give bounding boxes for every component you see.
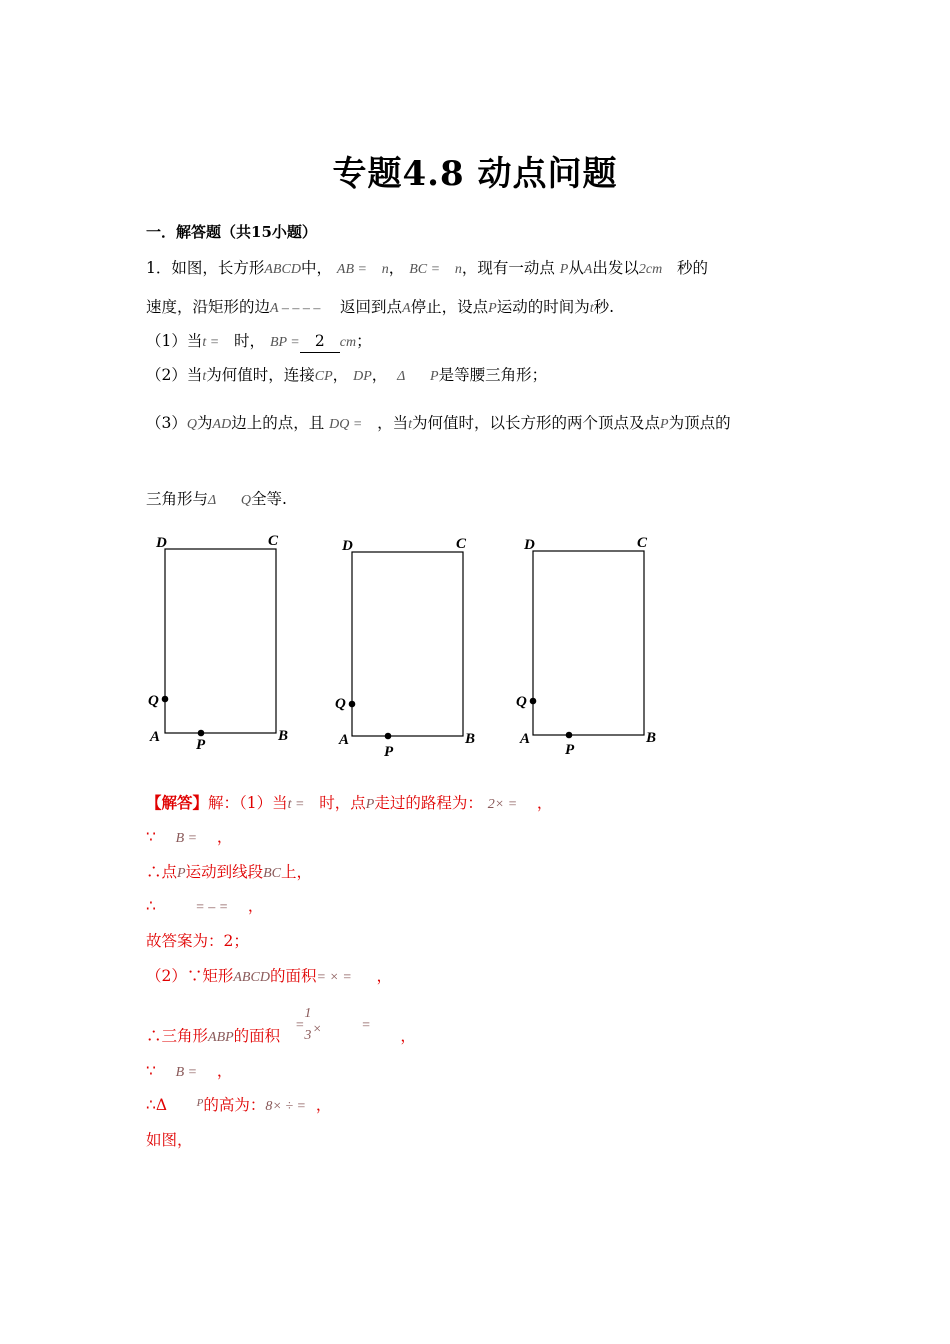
page-title: 专题4.8 动点问题: [332, 154, 618, 194]
solution-line-10: 如图，: [146, 1131, 193, 1149]
problem-part-3-cont: 三角形与Δ Q全等.: [146, 490, 287, 508]
solution-line-4: ∴ = – = ，: [146, 897, 264, 915]
section-heading: 一．解答题（共15小题）: [146, 223, 317, 241]
label-b: B: [278, 728, 289, 744]
point-p: [385, 733, 392, 740]
label-d: D: [342, 538, 353, 554]
figure-3: [516, 535, 656, 758]
label-q: Q: [335, 696, 346, 712]
problem-part-1: （1）当t = 时， BP = 2 cm；: [146, 330, 372, 354]
rectangle-figures: [140, 525, 680, 765]
point-q: [349, 701, 356, 708]
problem-part-3: （3）Q为AD边上的点，且 DQ = ，当t为何值时，以长方形的两个顶点及点P为顶点的: [146, 414, 731, 432]
solution-line-3: ∴点P运动到线段BC上，: [146, 863, 312, 881]
label-a: A: [150, 729, 161, 745]
label-d: D: [524, 537, 535, 553]
point-q: [530, 698, 537, 705]
label-b: B: [465, 731, 476, 747]
label-a: A: [339, 732, 350, 748]
point-p: [566, 732, 573, 739]
solution-line-6: （2）∵矩形ABCD的面积= × = ，: [146, 967, 392, 985]
solution-line-1: 【解答】解：（1）当t = 时，点P走过的路程为： 2× = ，: [146, 793, 553, 812]
figure-1: [148, 533, 288, 753]
label-c: C: [456, 536, 467, 552]
solution-line-9: ∴Δ $^P$的高为：8× ÷ = ，: [146, 1096, 332, 1114]
problem-line-2: 速度，沿矩形的边A – – – – 返回到点A停止，设点P运动的时间为t秒.: [146, 298, 615, 316]
problem-line-1: 1．如图，长方形ABCD中， AB = n， BC = n，现有一动点 P从A出发以2cm 秒的: [146, 259, 709, 277]
label-c: C: [637, 535, 648, 551]
label-b: B: [646, 730, 657, 746]
label-p: P: [565, 742, 575, 758]
problem-part-2: （2）当t为何值时，连接CP， DP， Δ P是等腰三角形；: [146, 366, 548, 384]
label-p: P: [384, 744, 394, 760]
label-q: Q: [148, 693, 159, 709]
solution-line-7: ∴三角形ABP的面积 = 1 3 × = ，: [146, 1006, 416, 1045]
label-p: P: [196, 737, 206, 753]
solution-line-8: ∵ B = ，: [146, 1062, 233, 1080]
solution-line-2: ∵ B = ，: [146, 828, 233, 846]
label-c: C: [268, 533, 279, 549]
figure-2: [335, 536, 475, 760]
solution-line-5: 故答案为：2；: [146, 932, 249, 950]
label-d: D: [156, 535, 167, 551]
label-q: Q: [516, 694, 527, 710]
answer-blank: 2: [300, 330, 340, 353]
point-q: [162, 696, 169, 703]
label-a: A: [520, 731, 531, 747]
point-p: [198, 730, 205, 737]
